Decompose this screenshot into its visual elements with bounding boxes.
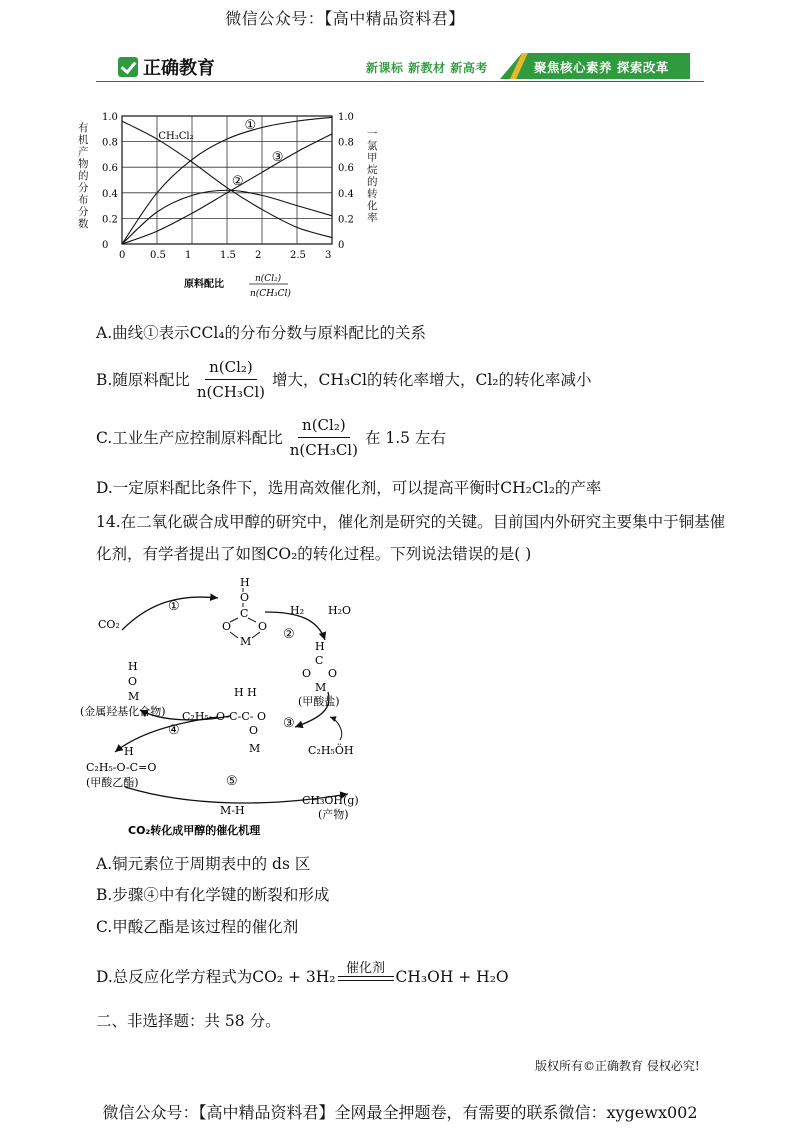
formate-label: (甲酸盐): [298, 695, 340, 708]
logo: [118, 54, 215, 80]
formate-o-right: O: [328, 667, 338, 680]
x-tick-label: 3: [325, 250, 332, 261]
diagram-labels: [80, 576, 359, 837]
q13-c-den: n(CH₃Cl): [289, 441, 358, 459]
q13-c-pre: C.工业生产应控制原料配比: [96, 428, 283, 447]
x-axis-label-den: n(CH₃Cl): [250, 289, 291, 299]
x-axis-label-prefix: 原料配比: [184, 279, 224, 290]
h2-label: H₂: [290, 604, 305, 617]
q13-option-b: [96, 356, 592, 403]
metal-hydroxy-label: (金属羟基化合物): [80, 705, 166, 718]
hydroxy-m: M: [128, 690, 140, 703]
equals-sign: [338, 976, 394, 981]
top-c: C: [240, 607, 249, 620]
diagram-caption: CO₂转化成甲醇的催化机理: [128, 824, 261, 837]
y-right-tick-labels: [338, 112, 354, 251]
x-axis-label-num: n(Cl₂): [255, 274, 282, 284]
formate-m: M: [315, 681, 327, 694]
formate-h: H: [315, 640, 325, 653]
y-left-tick-labels: [102, 112, 118, 251]
ethyl-formate-label: (甲酸乙酯): [86, 776, 139, 789]
q14-d-post: CH₃OH + H₂O: [395, 968, 509, 986]
intermediate-o: O: [249, 724, 259, 737]
conversion-chart: [70, 104, 390, 304]
y-left-tick-label: 0.2: [102, 214, 118, 226]
q13-c-fraction: [286, 414, 362, 461]
y-right-tick-label: 0.8: [338, 137, 354, 149]
y-right-tick-label: 0.2: [338, 214, 354, 226]
y-left-tick-label: 0.4: [102, 188, 118, 200]
q14-stem-line1: 14.在二氧化碳合成甲醇的研究中，催化剂是研究的关键。目前国内外研究主要集中于铜基催: [96, 513, 726, 531]
q14-stem-line2: 化剂，有学者提出了如图CO₂的转化过程。下列说法错误的是( ): [96, 545, 532, 563]
y-right-tick-label: 0.6: [338, 163, 354, 175]
x-tick-label: 1: [185, 250, 192, 261]
top-banner: [0, 6, 800, 29]
logo-text: 正确教育: [143, 58, 215, 79]
banner-tag-text: 聚焦核心素养 探索改革: [534, 60, 669, 75]
step1-label: ①: [168, 599, 180, 614]
top-o-right: O: [258, 620, 268, 633]
y-left-tick-label: 1.0: [102, 112, 118, 123]
intermediate-chain: C₂H₅- O-C-C- O: [182, 710, 266, 723]
section-2-heading: 二、非选择题：共 58 分。: [96, 1012, 281, 1030]
step4-label: ④: [168, 723, 180, 738]
left-axis-label: 有机产物的分布分数: [78, 122, 89, 230]
q13-option-a: A.曲线①表示CCl₄的分布分数与原料配比的关系: [96, 324, 427, 342]
q13-b-fraction: [193, 356, 269, 403]
x-tick-labels: [119, 250, 331, 261]
ethyl-formate-struct: C₂H₅-O-C=O: [86, 761, 157, 774]
q13-c-num: n(Cl₂): [298, 414, 350, 438]
q13-option-d: D.一定原料配比条件下，选用高效催化剂，可以提高平衡时CH₂Cl₂的产率: [96, 479, 602, 497]
x-tick-label: 2.5: [290, 250, 306, 261]
q13-c-post: 在 1.5 左右: [364, 428, 446, 447]
catalyst-arrow: [338, 962, 394, 988]
y-right-tick-label: 0.4: [338, 188, 354, 200]
top-banner-text: 微信公众号：【高中精品资料君】: [225, 9, 465, 28]
header-rule: [96, 81, 704, 82]
methanol-label: CH₃OH(g): [302, 794, 359, 807]
x-tick-label: 2: [255, 250, 262, 261]
q13-b-den: n(CH₃Cl): [196, 383, 266, 401]
top-o-left: O: [222, 620, 232, 633]
slogan: 新课标 新教材 新高考: [366, 61, 488, 75]
curve-label-3: ③: [271, 149, 284, 165]
top-o: O: [240, 591, 250, 604]
curve-label-1: ①: [244, 117, 257, 133]
y-right-tick-label: 1.0: [338, 112, 354, 123]
intermediate-hh: H H: [234, 686, 257, 699]
q13-b-num: n(Cl₂): [205, 356, 257, 380]
curve-label-ch3cl2: CH₃Cl₂: [158, 131, 194, 143]
top-h: H: [240, 576, 250, 589]
ethanol-label: C₂H₅ÖH: [308, 744, 354, 757]
banner-tag: [500, 53, 690, 79]
x-tick-label: 0.5: [150, 250, 166, 261]
copyright-note: 版权所有©正确教育 侵权必究!: [535, 1059, 700, 1073]
q13-b-pre: B.随原料配比: [96, 370, 190, 389]
q14-option-b: B.步骤④中有化学键的断裂和形成: [96, 886, 330, 904]
y-right-tick-label: 0: [338, 240, 345, 251]
q14-option-c: C.甲酸乙酯是该过程的催化剂: [96, 918, 299, 936]
step2-label: ②: [283, 627, 295, 642]
catalysis-mechanism-diagram: [70, 572, 390, 842]
ester-h: H: [124, 745, 134, 758]
formate-c: C: [315, 654, 324, 667]
q13-option-c: [96, 414, 446, 461]
step5-label: ⑤: [226, 774, 238, 789]
chart-grid: [122, 116, 332, 244]
formate-o-left: O: [302, 667, 312, 680]
hydroxy-h: H: [128, 660, 138, 673]
q13-b-post: 增大，CH₃Cl的转化率增大，Cl₂的转化率减小: [272, 370, 592, 389]
co2-label: CO₂: [98, 618, 120, 631]
y-left-tick-label: 0.8: [102, 137, 118, 149]
x-tick-label: 1.5: [220, 250, 236, 261]
q14-d-pre: D.总反应化学方程式为CO₂ + 3H₂: [96, 968, 336, 986]
right-axis-label: 一氯甲烷的转化率: [367, 128, 378, 224]
q14-option-d: [96, 962, 509, 988]
x-tick-label: 0: [119, 250, 126, 261]
q14-option-a: A.铜元素位于周期表中的 ds 区: [96, 855, 311, 873]
top-m: M: [240, 635, 252, 648]
step3-label: ③: [283, 716, 295, 731]
intermediate-m: M: [249, 742, 261, 755]
curve-label-2: ②: [231, 174, 244, 190]
hydroxy-o: O: [128, 675, 138, 688]
mh-label: M-H: [220, 804, 245, 817]
catalyst-label: 催化剂: [346, 961, 386, 976]
y-left-tick-label: 0: [102, 240, 109, 251]
check-icon: [118, 57, 138, 77]
h2o-label: H₂O: [328, 604, 352, 617]
product-label: (产物): [318, 808, 349, 821]
bottom-banner: 微信公众号：【高中精品资料君】全网最全押题卷，有需要的联系微信：xygewx002: [102, 1103, 698, 1122]
y-left-tick-label: 0.6: [102, 163, 118, 175]
